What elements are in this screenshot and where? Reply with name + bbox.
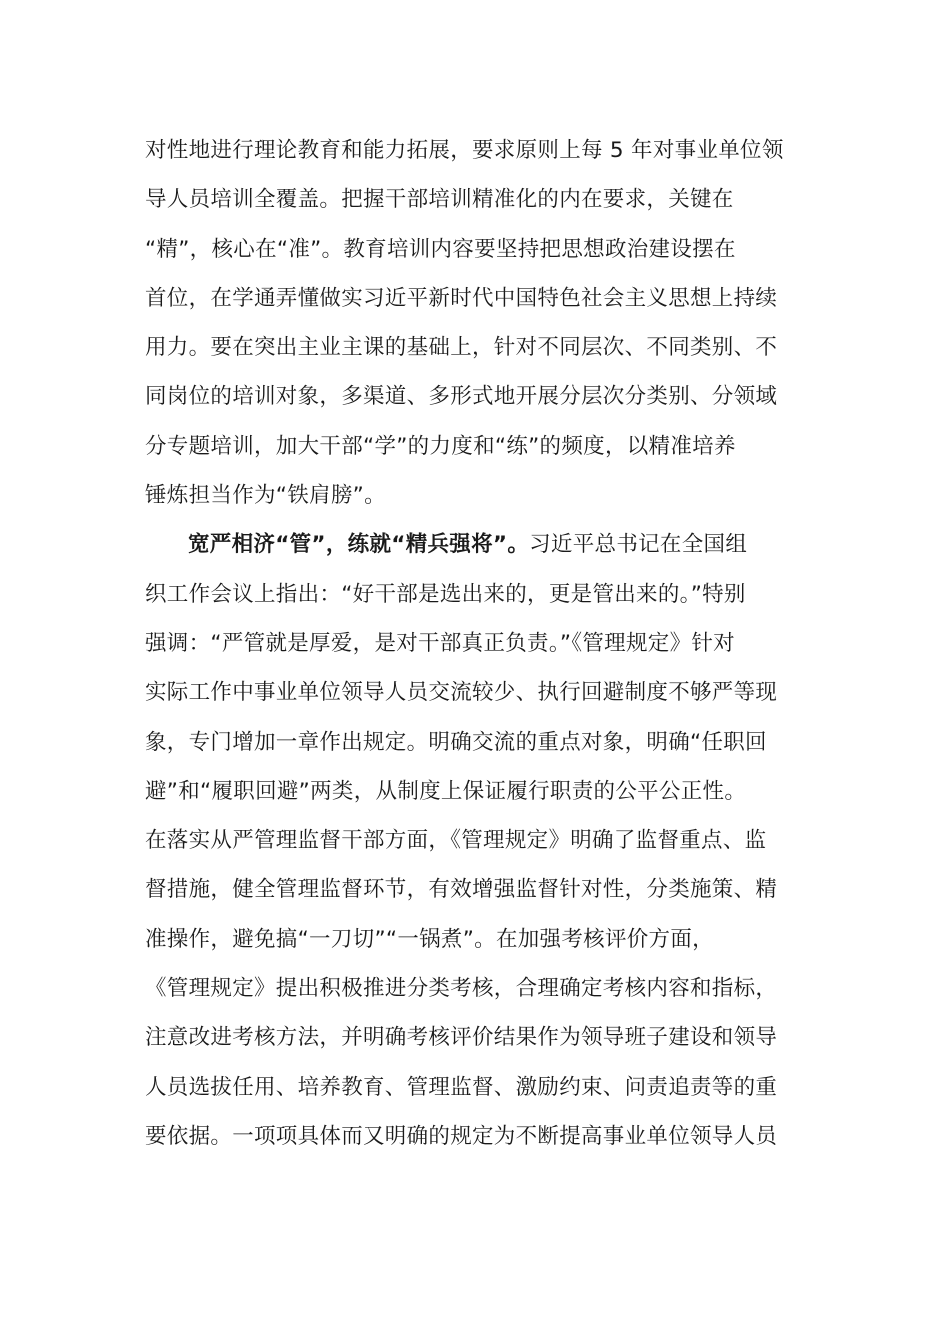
document-body	[145, 126, 795, 1161]
paragraph-lead-text: 习近平总书记在全国组	[529, 532, 748, 558]
text-line: 准操作，避免搞“一刀切”“一锅煮”。在加强考核评价方面，	[145, 926, 714, 952]
text-line: 实际工作中事业单位领导人员交流较少、执行回避制度不够严等现	[145, 680, 778, 706]
paragraph-training	[145, 126, 795, 520]
paragraph-first-line	[145, 520, 795, 569]
text-line: 用力。要在突出主业主课的基础上，针对不同层次、不同类别、不	[145, 335, 778, 361]
text-line: 避”和“履职回避”两类，从制度上保证履行职责的公平公正性。	[145, 778, 747, 804]
text-line: 分专题培训，加大干部“学”的力度和“练”的频度，以精准培养	[145, 433, 736, 459]
text-line: 人员选拔任用、培养教育、管理监督、激励约束、问责追责等的重	[145, 1074, 778, 1100]
text-line: 要依据。一项项具体而又明确的规定为不断提高事业单位领导人员	[145, 1123, 778, 1149]
text-line: 导人员培训全覆盖。把握干部培训精准化的内在要求，关键在	[145, 187, 734, 213]
paragraph-management	[145, 520, 795, 1161]
text-line: 强调：“严管就是厚爱，是对干部真正负责。”《管理规定》针对	[145, 630, 735, 656]
text-line: 同岗位的培训对象，多渠道、多形式地开展分层次分类别、分领域	[145, 384, 778, 410]
text-line: 象，专门增加一章作出规定。明确交流的重点对象，明确“任职回	[145, 729, 767, 755]
paragraph-heading: 宽严相济“管”，练就“精兵强将”。	[188, 532, 530, 558]
text-line: 首位，在学通弄懂做实习近平新时代中国特色社会主义思想上持续	[145, 285, 778, 311]
text-line: 织工作会议上指出：“好干部是选出来的，更是管出来的。”特别	[145, 581, 746, 607]
text-line: 注意改进考核方法，并明确考核评价结果作为领导班子建设和领导	[145, 1025, 778, 1051]
text-line: 《管理规定》提出积极推进分类考核，合理确定考核内容和指标，	[145, 976, 778, 1002]
text-line: “精”，核心在“准”。教育培训内容要坚持把思想政治建设摆在	[145, 236, 736, 262]
text-line: 对性地进行理论教育和能力拓展，要求原则上每 5 年对事业单位领	[145, 138, 784, 163]
text-line: 在落实从严管理监督干部方面，《管理规定》明确了监督重点、监	[145, 828, 767, 854]
text-line: 锤炼担当作为“铁肩膀”。	[145, 483, 386, 509]
text-line: 督措施，健全管理监督环节，有效增强监督针对性，分类施策、精	[145, 877, 778, 903]
